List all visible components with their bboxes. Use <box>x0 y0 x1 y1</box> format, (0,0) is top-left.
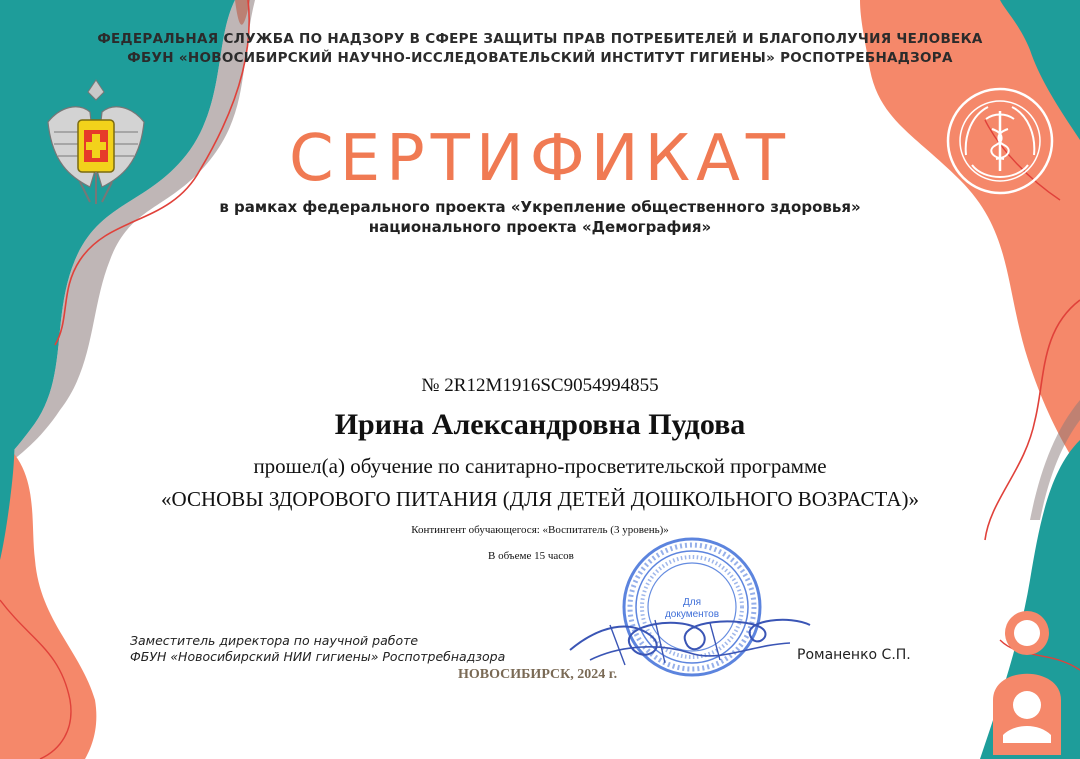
person-figure-icon <box>985 605 1070 755</box>
header-line-2: ФБУН «НОВОСИБИРСКИЙ НАУЧНО-ИССЛЕДОВАТЕЛЬСКИЙ ИНСТИТУТ ГИГИЕНЫ» РОСПОТРЕБНАДЗОРА <box>127 50 953 66</box>
recipient-name: Ирина Александровна Пудова <box>334 408 746 441</box>
passed-training-text: прошел(а) обучение по санитарно-просветительской программе <box>253 454 827 478</box>
program-title: «ОСНОВЫ ЗДОРОВОГО ПИТАНИЯ (ДЛЯ ДЕТЕЙ ДОШКОЛЬНОГО ВОЗРАСТА)» <box>161 487 919 511</box>
contingent-text: Контингент обучающегося: «Воспитатель (3 уровень)» <box>411 524 669 536</box>
stamp-label: Для документов <box>664 597 720 620</box>
certificate-title: СЕРТИФИКАТ <box>289 122 791 196</box>
subtitle-federal-project: в рамках федерального проекта «Укрепление общественного здоровья» <box>219 198 861 216</box>
hours-text: В объеме 15 часов <box>488 550 574 562</box>
certificate-number: № 2R12M1916SC9054994855 <box>421 375 659 396</box>
signer-name: Романенко С.П. <box>797 647 911 663</box>
signature-icon <box>560 605 820 675</box>
header-line-1: ФЕДЕРАЛЬНАЯ СЛУЖБА ПО НАДЗОРУ В СФЕРЕ ЗАЩИТЫ ПРАВ ПОТРЕБИТЕЛЕЙ И БЛАГОПОЛУЧИЯ ЧЕЛОВЕКА <box>97 31 983 47</box>
signer-role-line-1: Заместитель директора по научной работе <box>130 633 419 648</box>
subtitle-national-project: национального проекта «Демография» <box>368 218 712 236</box>
city-year: НОВОСИБИРСК, 2024 г. <box>458 667 618 682</box>
signer-role-line-2: ФБУН «Новосибирский НИИ гигиены» Роспотребнадзора <box>130 649 506 664</box>
